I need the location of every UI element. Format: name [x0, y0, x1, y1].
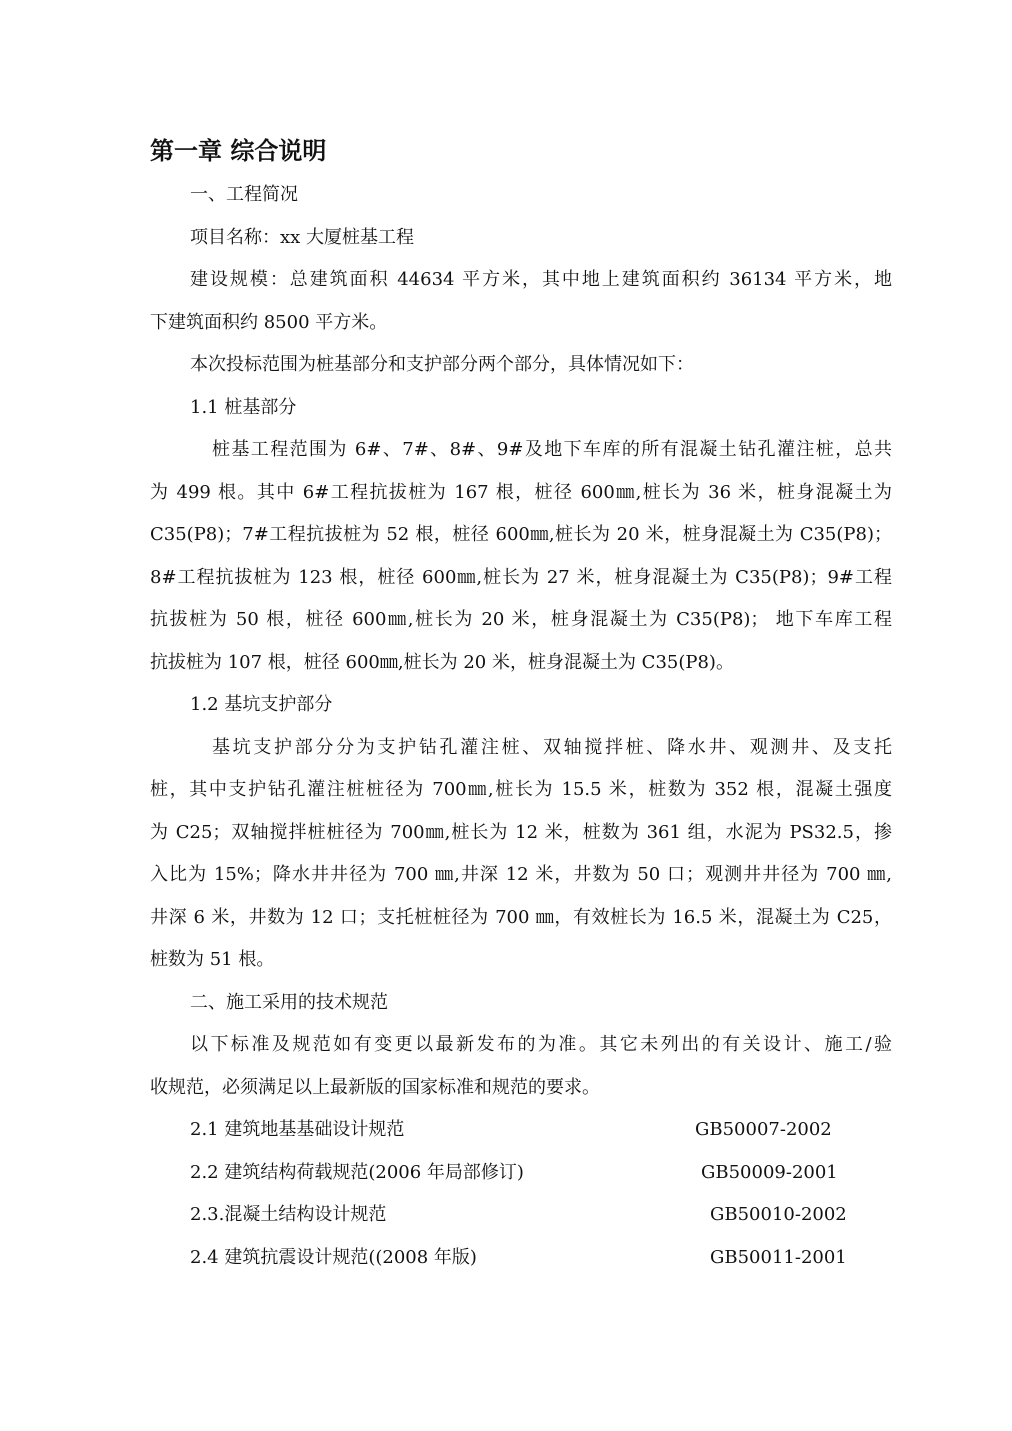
paragraph-line: 8#工程抗拔桩为 123 根，桩径 600㎜,桩长为 27 米，桩身混凝土为 C35(P8)；9#工程	[150, 567, 892, 588]
section-heading: 二、施工采用的技术规范	[190, 992, 388, 1013]
paragraph-line: 基坑支护部分分为支护钻孔灌注桩、双轴搅拌桩、降水井、观测井、及支托	[212, 737, 892, 758]
section-heading: 一、工程简况	[190, 184, 298, 205]
paragraph-line: 为 C25；双轴搅拌桩桩径为 700㎜,桩长为 12 米，桩数为 361 组，水泥为 PS32.5，掺	[150, 822, 892, 843]
scope-text: 本次投标范围为桩基部分和支护部分两个部分，具体情况如下：	[190, 354, 694, 375]
project-name: 项目名称：xx 大厦桩基工程	[190, 227, 415, 248]
standard-name: 2.3.混凝土结构设计规范	[190, 1204, 387, 1225]
paragraph-line: 为 499 根。其中 6#工程抗拔桩为 167 根，桩径 600㎜,桩长为 36 米，桩身混凝土为	[150, 482, 892, 503]
subsection-heading: 1.2 基坑支护部分	[190, 694, 333, 715]
paragraph-line: 井深 6 米，井数为 12 口；支托桩桩径为 700 ㎜，有效桩长为 16.5 米，混凝土为 C25，	[150, 907, 892, 928]
standard-name: 2.1 建筑地基基础设计规范	[190, 1119, 405, 1140]
intro-text-line: 以下标准及规范如有变更以最新发布的为准。其它未列出的有关设计、施工/验	[190, 1034, 892, 1055]
standard-code: GB50009-2001	[701, 1162, 838, 1183]
standard-code: GB50011-2001	[710, 1247, 847, 1268]
intro-text-line: 收规范，必须满足以上最新版的国家标准和规范的要求。	[150, 1077, 600, 1098]
standard-code: GB50007-2002	[695, 1119, 832, 1140]
paragraph-line: 抗拔桩为 50 根，桩径 600㎜,桩长为 20 米，桩身混凝土为 C35(P8)； 地下车库工程	[150, 609, 892, 630]
subsection-heading: 1.1 桩基部分	[190, 397, 297, 418]
paragraph-line: 桩数为 51 根。	[150, 949, 275, 970]
standard-code: GB50010-2002	[710, 1204, 847, 1225]
paragraph-line: 桩，其中支护钻孔灌注桩桩径为 700㎜,桩长为 15.5 米，桩数为 352 根，混凝土强度	[150, 779, 892, 800]
paragraph-line: 抗拔桩为 107 根，桩径 600㎜,桩长为 20 米，桩身混凝土为 C35(P8)。	[150, 652, 734, 673]
scale-text-line: 下建筑面积约 8500 平方米。	[150, 312, 388, 333]
standard-name: 2.4 建筑抗震设计规范((2008 年版)	[190, 1247, 477, 1268]
standard-name: 2.2 建筑结构荷载规范(2006 年局部修订)	[190, 1162, 524, 1183]
paragraph-line: C35(P8)；7#工程抗拔桩为 52 根，桩径 600㎜,桩长为 20 米，桩身混凝土为 C35(P8)；	[150, 524, 892, 545]
scale-text-line: 建设规模：总建筑面积 44634 平方米，其中地上建筑面积约 36134 平方米，地	[190, 269, 892, 290]
paragraph-line: 桩基工程范围为 6#、7#、8#、9#及地下车库的所有混凝土钻孔灌注桩，总共	[212, 439, 892, 460]
chapter-title: 第一章 综合说明	[150, 137, 327, 165]
paragraph-line: 入比为 15%；降水井井径为 700 ㎜,井深 12 米，井数为 50 口；观测井井径为 700 ㎜,	[150, 864, 892, 885]
